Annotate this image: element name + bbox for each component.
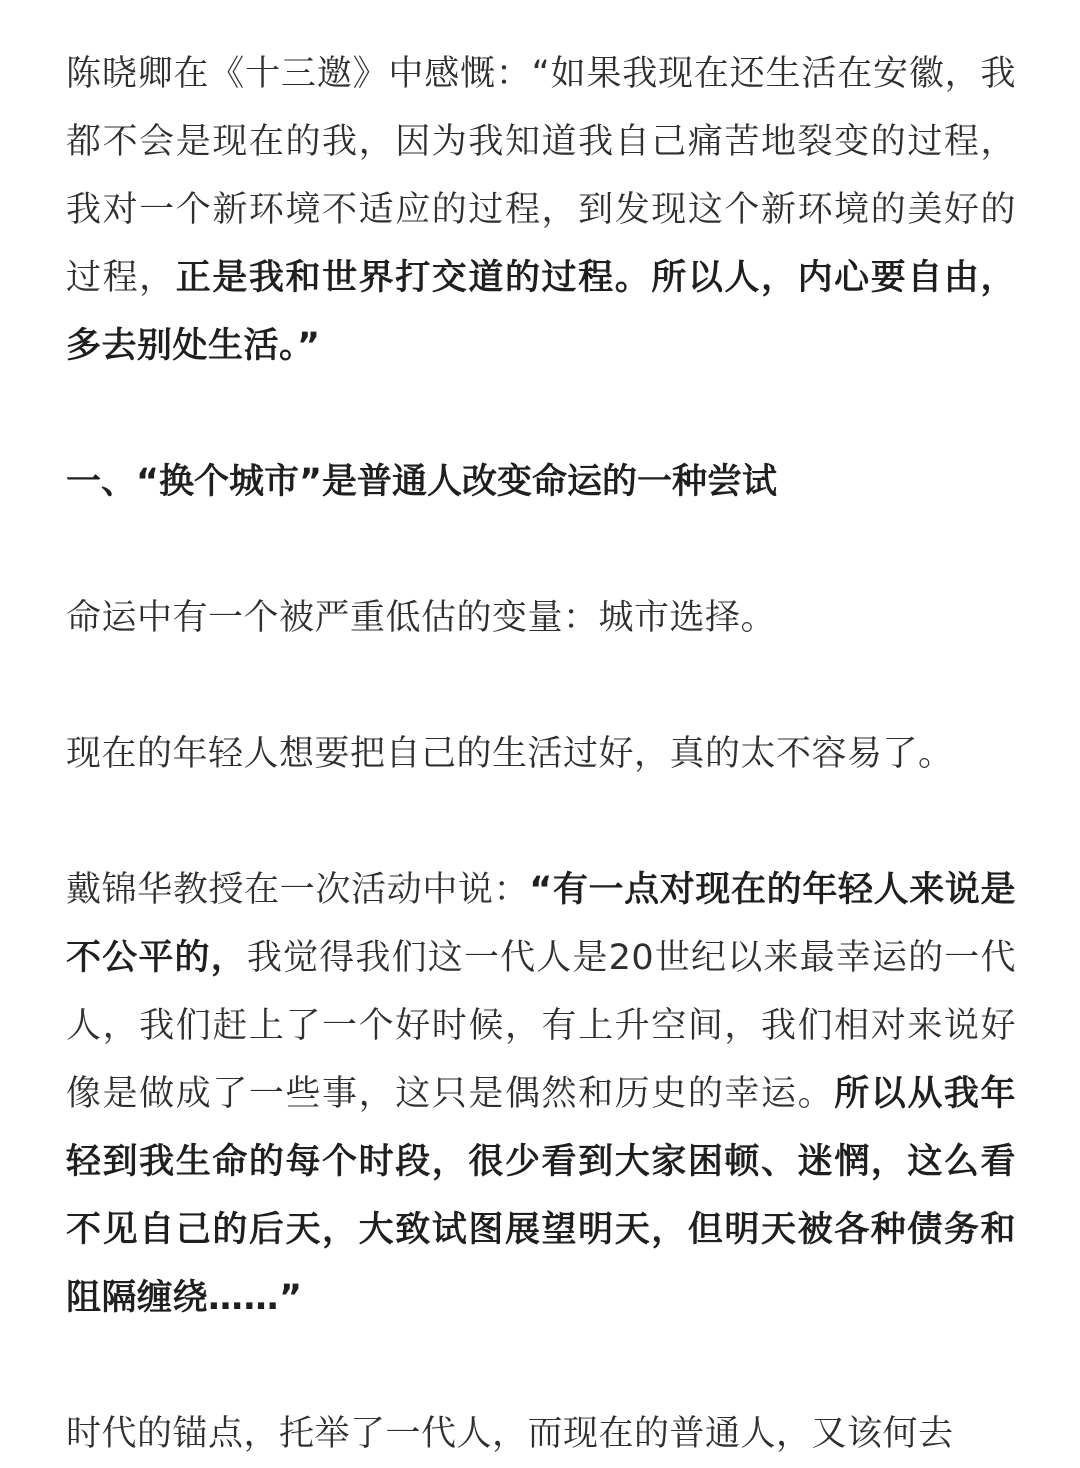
quote-intro-text: 陈晓卿在《十三邀》中感慨：“如果我现在还生活在安徽，我都不会是现在的我，因为我知道我自己痛苦地裂变的过程，我对一个新环境不适应的过程，到发现这个新环境的美好的过程，	[66, 54, 1016, 298]
quote-intro-text: 戴锦华教授在一次活动中说：	[66, 870, 530, 910]
article-body	[66, 40, 1016, 1468]
paragraph-era-anchor: 时代的锚点，托举了一代人，而现在的普通人，又该何去	[66, 1414, 954, 1454]
paragraph-spacer	[66, 788, 1016, 856]
quote-bold-text: “有一点对现在的年轻人来说是不公平的，	[66, 870, 1016, 978]
paragraph-young-people: 现在的年轻人想要把自己的生活过好，真的太不容易了。	[66, 734, 954, 774]
quote-bold-text: 所以从我年轻到我生命的每个时段，很少看到大家困顿、迷惘，这么看不见自己的后天，大致试图展望明天，但明天被各种债务和阻隔缠绕……”	[66, 1074, 1016, 1318]
paragraph-spacer	[66, 1332, 1016, 1400]
section-heading: 一、“换个城市”是普通人改变命运的一种尝试	[66, 462, 778, 502]
paragraph-city-choice: 命运中有一个被严重低估的变量：城市选择。	[66, 598, 777, 638]
paragraph-spacer	[66, 652, 1016, 720]
paragraph-chen-xiaoqing-quote	[66, 40, 1016, 380]
quote-bold-text: 正是我和世界打交道的过程。所以人，内心要自由，多去别处生活。”	[66, 258, 1016, 366]
paragraph-dai-jinhua-quote	[66, 856, 1016, 1332]
paragraph-spacer	[66, 380, 1016, 448]
quote-body-text: 我觉得我们这一代人是20世纪以来最幸运的一代人，我们赶上了一个好时候，有上升空间，我们相对来说好像是做成了一些事，这只是偶然和历史的幸运。	[66, 938, 1016, 1114]
paragraph-spacer	[66, 516, 1016, 584]
